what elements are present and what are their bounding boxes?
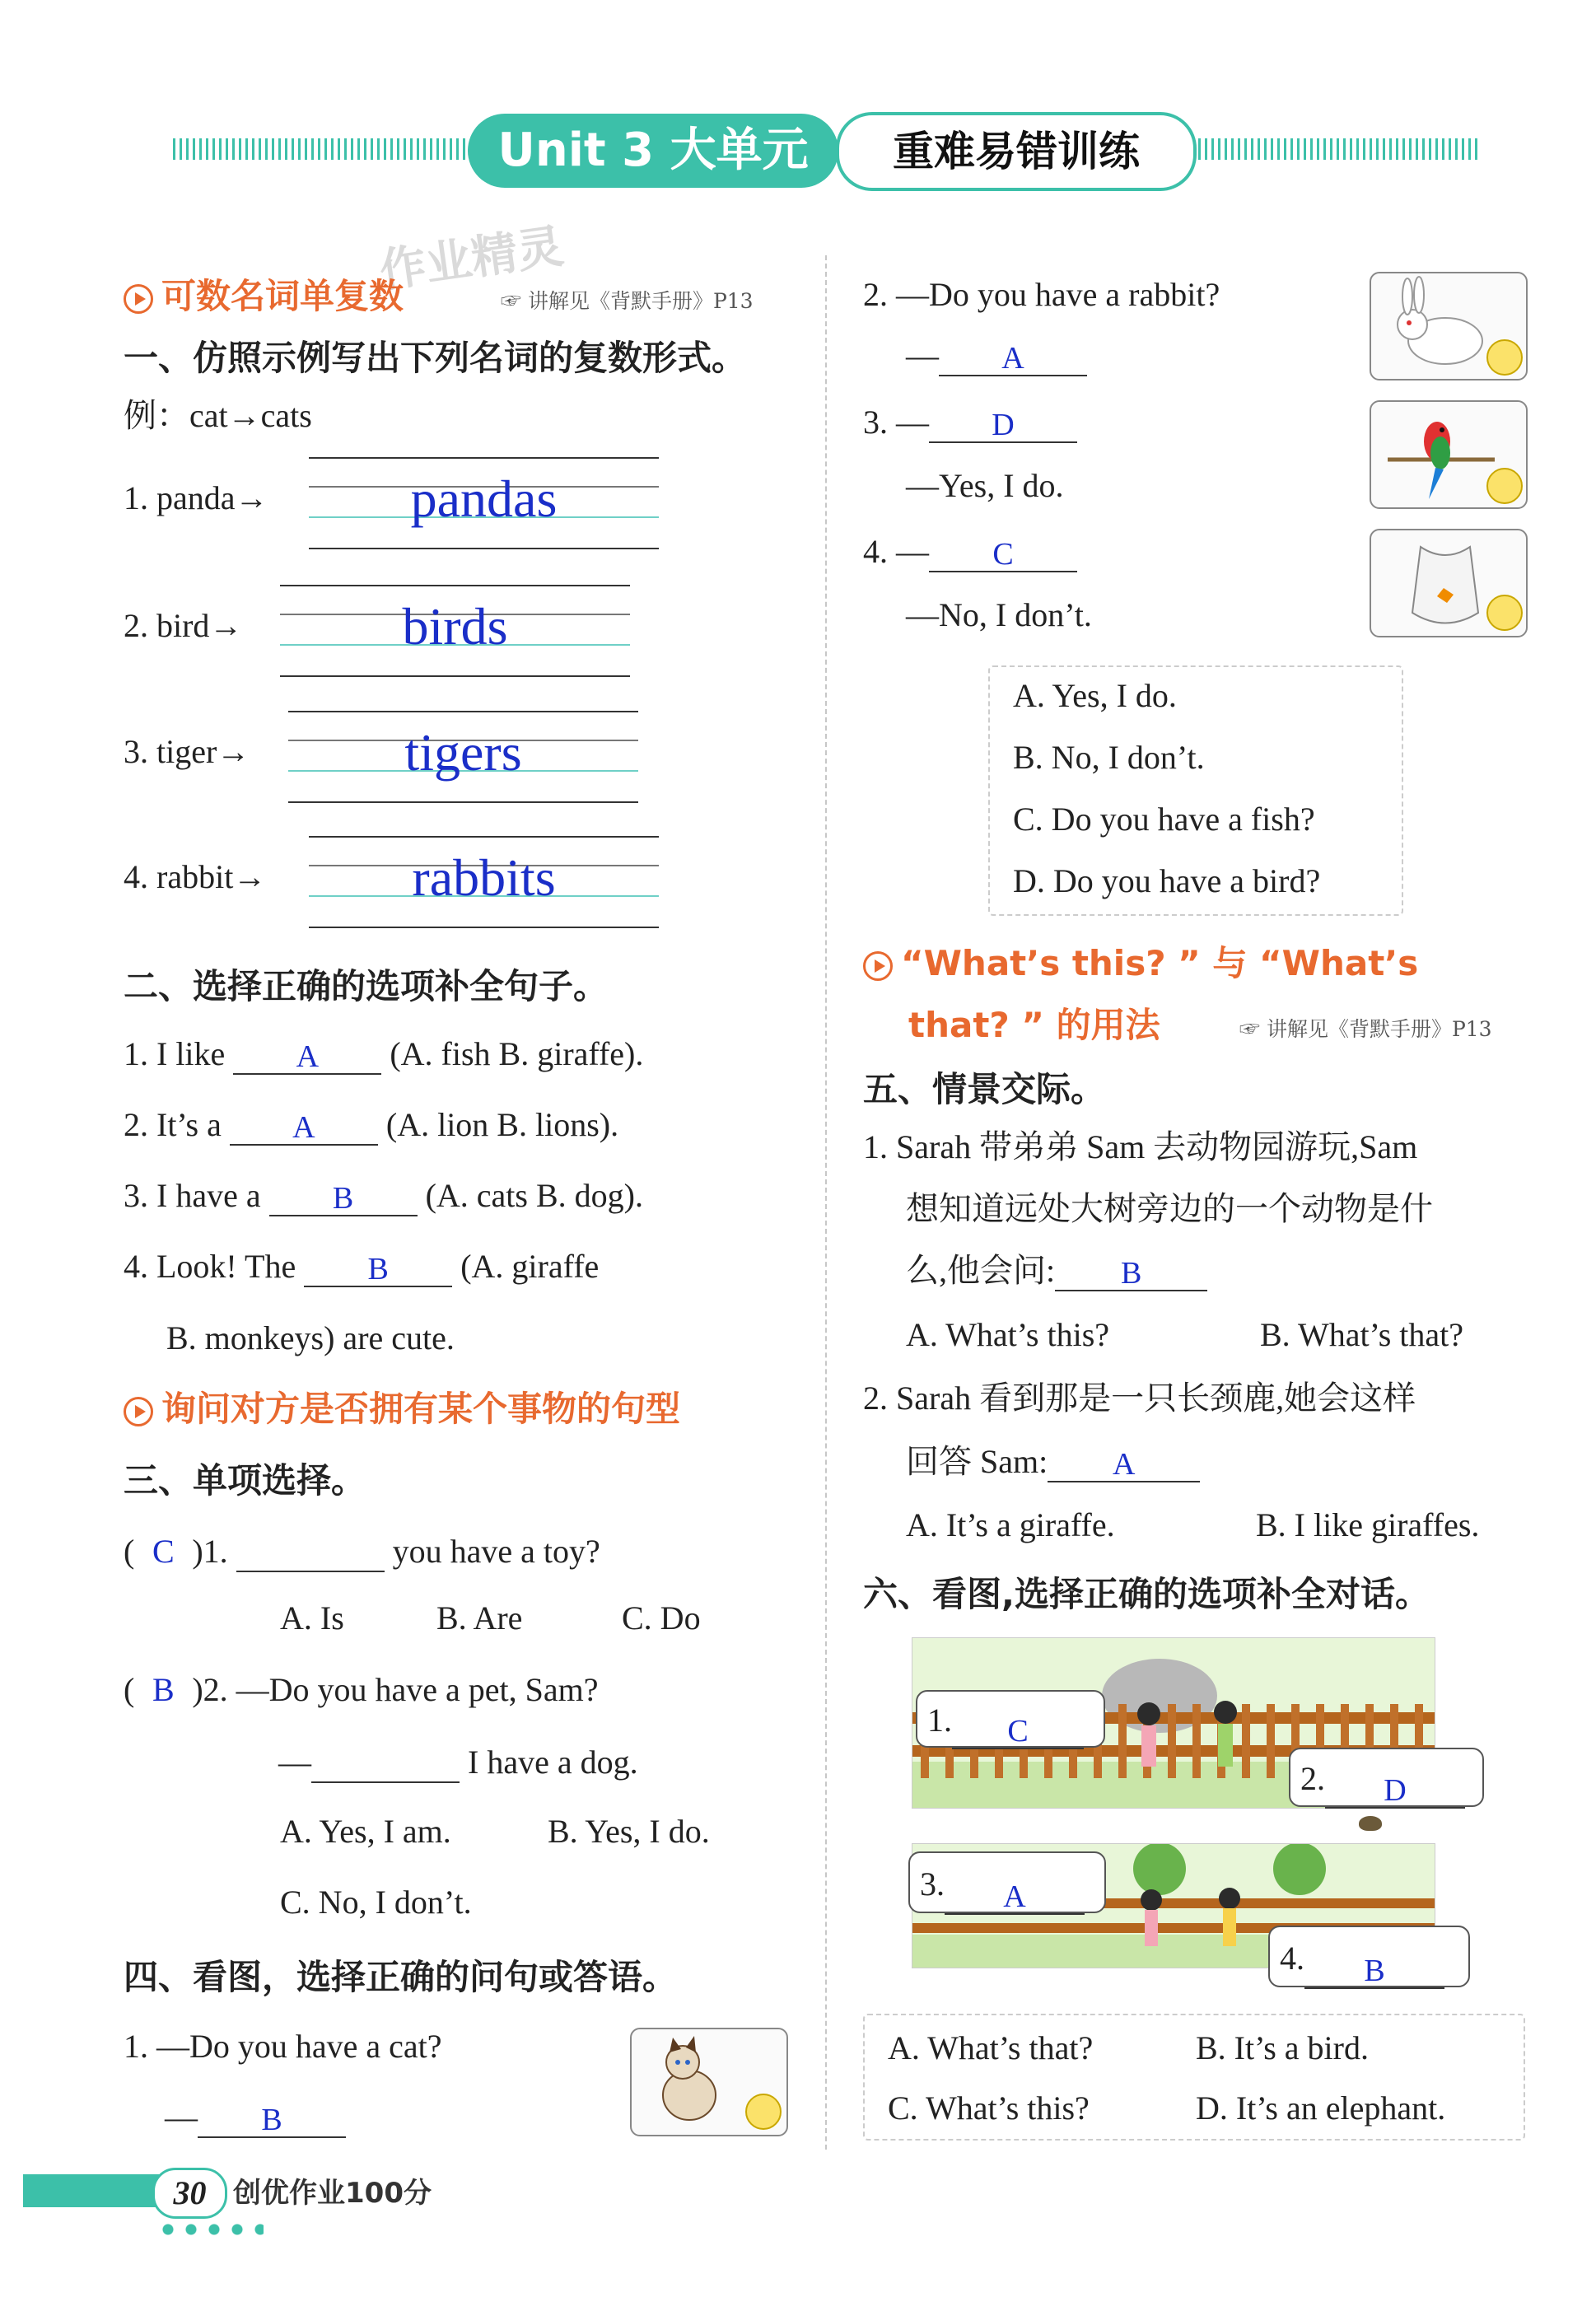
q4-answer-1: B bbox=[198, 2103, 346, 2138]
q2-item-text: 4. Look! The bbox=[124, 1248, 296, 1285]
writing-line bbox=[309, 836, 659, 838]
writing-line bbox=[309, 457, 659, 459]
bubble-1 bbox=[916, 1690, 1105, 1748]
q5-item-2-line1: 2. Sarah 看到那是一只长颈鹿,她会这样 bbox=[863, 1380, 1416, 1417]
q3-item-text: )2. —Do you have a pet, Sam? bbox=[192, 1671, 599, 1708]
q6-option-d: D. It’s an elephant. bbox=[1196, 2089, 1446, 2127]
header-title-pill bbox=[836, 112, 1197, 191]
q4-answer-2: A bbox=[939, 342, 1087, 376]
q2-item-text: 2. It’s a bbox=[124, 1106, 222, 1143]
q5-item-1-opt-a: A. What’s this? bbox=[906, 1316, 1110, 1353]
cat-picture bbox=[630, 2028, 788, 2136]
q4-item-1-answer-line: — B bbox=[165, 2097, 346, 2138]
bubble-2 bbox=[1289, 1748, 1484, 1807]
q5-item-1-line1: 1. Sarah 带弟弟 Sam 去动物园游玩,Sam bbox=[863, 1128, 1418, 1165]
bubble-3 bbox=[908, 1851, 1106, 1913]
bird-icon bbox=[1359, 1816, 1382, 1831]
q2-title: 二、选择正确的选项补全句子。 bbox=[124, 966, 609, 1006]
q4-title: 四、看图，选择正确的问句或答语。 bbox=[124, 1957, 678, 1997]
q6-title: 六、看图,选择正确的选项补全对话。 bbox=[863, 1574, 1430, 1614]
q4-option-c: C. Do you have a fish? bbox=[1013, 801, 1315, 838]
q1-item-4: 4. rabbit→ bbox=[124, 858, 267, 895]
q5-item-text: 么,他会问: bbox=[906, 1252, 1056, 1289]
q2-item-options: (A. giraffe bbox=[460, 1248, 600, 1285]
q4-item-num: 2. bbox=[863, 276, 888, 313]
rabbit-picture bbox=[1370, 272, 1528, 380]
bubble-num: 1. bbox=[927, 1702, 952, 1739]
q5-answer-2: A bbox=[1048, 1448, 1200, 1482]
q2-item-1 bbox=[124, 1034, 643, 1075]
q5-item-2-opt-b: B. I like giraffes. bbox=[1256, 1506, 1480, 1543]
writing-line bbox=[280, 675, 630, 677]
q3-item-1: ( C )1. you have a toy? bbox=[124, 1529, 600, 1572]
section-have-question bbox=[124, 1382, 680, 1431]
column-divider bbox=[825, 255, 827, 2150]
q2-item-options: (A. cats B. dog). bbox=[425, 1177, 643, 1214]
play-icon bbox=[124, 284, 153, 314]
bubble-4 bbox=[1268, 1926, 1470, 1987]
play-icon bbox=[124, 1397, 153, 1426]
section-whats-this-that-line2: that? ” 的用法 bbox=[908, 1005, 1160, 1045]
footer-dots bbox=[156, 2224, 264, 2235]
reference-note: ☞ 讲解见《背默手册》P13 bbox=[1239, 1017, 1492, 1041]
q4-item-num: 4. bbox=[863, 533, 888, 570]
q2-answer-2: A bbox=[230, 1111, 378, 1146]
q3-item-2-opt-c: C. No, I don’t. bbox=[280, 1884, 472, 1921]
watermark: 作业精灵 bbox=[376, 219, 567, 299]
q3-blank bbox=[311, 1740, 460, 1783]
reference-note: ☞ 讲解见《背默手册》P13 bbox=[501, 289, 754, 313]
section-whats-this-that bbox=[863, 936, 1418, 986]
q2-item-text: 1. I like bbox=[124, 1035, 226, 1072]
q1-answer-2: birds bbox=[402, 597, 508, 656]
header-stripes-right bbox=[1198, 138, 1478, 160]
writing-line bbox=[288, 711, 638, 712]
section-countable-nouns bbox=[124, 269, 404, 319]
section-title: “What’s this? ” 与 “What’s bbox=[901, 943, 1419, 983]
q5-item-2-line2 bbox=[906, 1441, 1200, 1482]
footer-page-badge bbox=[152, 2168, 227, 2219]
q3-answer-1: C bbox=[152, 1533, 175, 1570]
footer-book-title: 创优作业100分 bbox=[233, 2177, 432, 2210]
q1-answer-3: tigers bbox=[404, 723, 522, 782]
q6-option-b: B. It’s a bird. bbox=[1196, 2029, 1369, 2066]
q4-option-d: D. Do you have a bird? bbox=[1013, 862, 1321, 899]
q2-item-4-line2: B. monkeys) are cute. bbox=[166, 1319, 455, 1356]
section-title: 询问对方是否拥有某个事物的句型 bbox=[161, 1389, 681, 1429]
q3-blank bbox=[236, 1529, 385, 1572]
q2-answer-4: B bbox=[304, 1253, 452, 1287]
q3-item-2-line2: — I have a dog. bbox=[278, 1740, 638, 1783]
q3-item-2-opt-b: B. Yes, I do. bbox=[548, 1813, 710, 1850]
q4-option-b: B. No, I don’t. bbox=[1013, 739, 1205, 776]
q4-answer-4: C bbox=[929, 538, 1077, 572]
q5-title: 五、情景交际。 bbox=[863, 1069, 1106, 1109]
happy-face-icon bbox=[1486, 339, 1523, 376]
writing-line bbox=[309, 548, 659, 549]
q3-item-2-opt-a: A. Yes, I am. bbox=[280, 1813, 451, 1850]
q6-option-a: A. What’s that? bbox=[888, 2029, 1094, 2066]
q3-answer-2: B bbox=[152, 1671, 175, 1708]
q1-example: 例：cat→cats bbox=[124, 397, 312, 434]
q4-item-4: 4. — C bbox=[863, 531, 1077, 572]
q6-answer-3: A bbox=[945, 1880, 1085, 1915]
writing-line bbox=[288, 801, 638, 803]
bubble-num: 2. bbox=[1300, 1760, 1325, 1797]
header-unit: Unit 3 bbox=[497, 124, 655, 177]
writing-line bbox=[309, 927, 659, 928]
bubble-num: 4. bbox=[1280, 1940, 1304, 1977]
q2-item-options: (A. fish B. giraffe). bbox=[390, 1035, 644, 1072]
q4-item-num: 3. bbox=[863, 404, 888, 441]
q2-item-text: 3. I have a bbox=[124, 1177, 261, 1214]
q4-option-a: A. Yes, I do. bbox=[1013, 677, 1177, 714]
sad-face-icon bbox=[745, 2094, 782, 2130]
q3-item-num: )1. bbox=[192, 1533, 228, 1570]
q3-item-1-opt-b: B. Are bbox=[436, 1599, 523, 1636]
q4-item-1: 1. —Do you have a cat? bbox=[124, 2028, 442, 2065]
q5-item-text: 回答 Sam: bbox=[906, 1443, 1048, 1480]
q1-item-1: 1. panda→ bbox=[124, 479, 268, 516]
q1-item-2: 2. bird→ bbox=[124, 607, 243, 644]
q6-option-c: C. What’s this? bbox=[888, 2089, 1090, 2127]
q1-answer-4: rabbits bbox=[412, 848, 556, 907]
q2-item-2 bbox=[124, 1104, 618, 1146]
q3-item-2: ( B )2. —Do you have a pet, Sam? bbox=[124, 1669, 599, 1711]
parrot-picture bbox=[1370, 400, 1528, 509]
q2-item-3 bbox=[124, 1175, 643, 1216]
q2-item-options: (A. lion B. lions). bbox=[385, 1106, 619, 1143]
happy-face-icon bbox=[1486, 468, 1523, 504]
section-title: 可数名词单复数 bbox=[161, 276, 404, 316]
q3-item-text: I have a dog. bbox=[468, 1744, 638, 1781]
q2-answer-1: A bbox=[233, 1040, 381, 1075]
bubble-num: 3. bbox=[920, 1865, 945, 1902]
q1-answer-1: pandas bbox=[410, 469, 558, 528]
writing-line bbox=[280, 585, 630, 586]
q3-item-1-opt-c: C. Do bbox=[622, 1599, 701, 1636]
q2-answer-3: B bbox=[269, 1182, 418, 1216]
q3-item-1-opt-a: A. Is bbox=[280, 1599, 344, 1636]
sad-face-icon bbox=[1486, 595, 1523, 631]
q4-answer-3: D bbox=[929, 409, 1077, 443]
q4-item-2-answer-line: — A bbox=[906, 335, 1087, 376]
q5-item-1-line3 bbox=[906, 1250, 1207, 1291]
header-unit-pill bbox=[468, 114, 838, 188]
q6-answer-4: B bbox=[1304, 1954, 1444, 1989]
header-title: 重难易错训练 bbox=[893, 128, 1140, 175]
q4-item-text: —Do you have a rabbit? bbox=[896, 276, 1220, 313]
q1-item-3: 3. tiger→ bbox=[124, 733, 250, 770]
q5-item-2-opt-a: A. It’s a giraffe. bbox=[906, 1506, 1115, 1543]
q5-answer-1: B bbox=[1055, 1257, 1207, 1291]
bag-picture bbox=[1370, 529, 1528, 637]
q5-item-1-line2: 想知道远处大树旁边的一个动物是什 bbox=[906, 1190, 1433, 1227]
q4-item-4-reply: —No, I don’t. bbox=[906, 596, 1092, 633]
header-big: 大单元 bbox=[670, 124, 809, 177]
q4-item-3: 3. — D bbox=[863, 402, 1077, 443]
q2-item-4 bbox=[124, 1246, 599, 1287]
q6-answer-1: C bbox=[952, 1715, 1084, 1749]
q6-answer-2: D bbox=[1325, 1774, 1465, 1809]
play-icon bbox=[863, 951, 893, 981]
q3-item-text: you have a toy? bbox=[392, 1533, 600, 1570]
q4-item-3-reply: —Yes, I do. bbox=[906, 467, 1064, 504]
header-stripes-left bbox=[173, 138, 469, 160]
q5-item-1-opt-b: B. What’s that? bbox=[1260, 1316, 1463, 1353]
q1-title: 一、仿照示例写出下列名词的复数形式。 bbox=[124, 338, 747, 378]
page-number: 30 bbox=[173, 2174, 207, 2211]
q3-title: 三、单项选择。 bbox=[124, 1460, 366, 1501]
q4-item-2 bbox=[863, 274, 1220, 315]
